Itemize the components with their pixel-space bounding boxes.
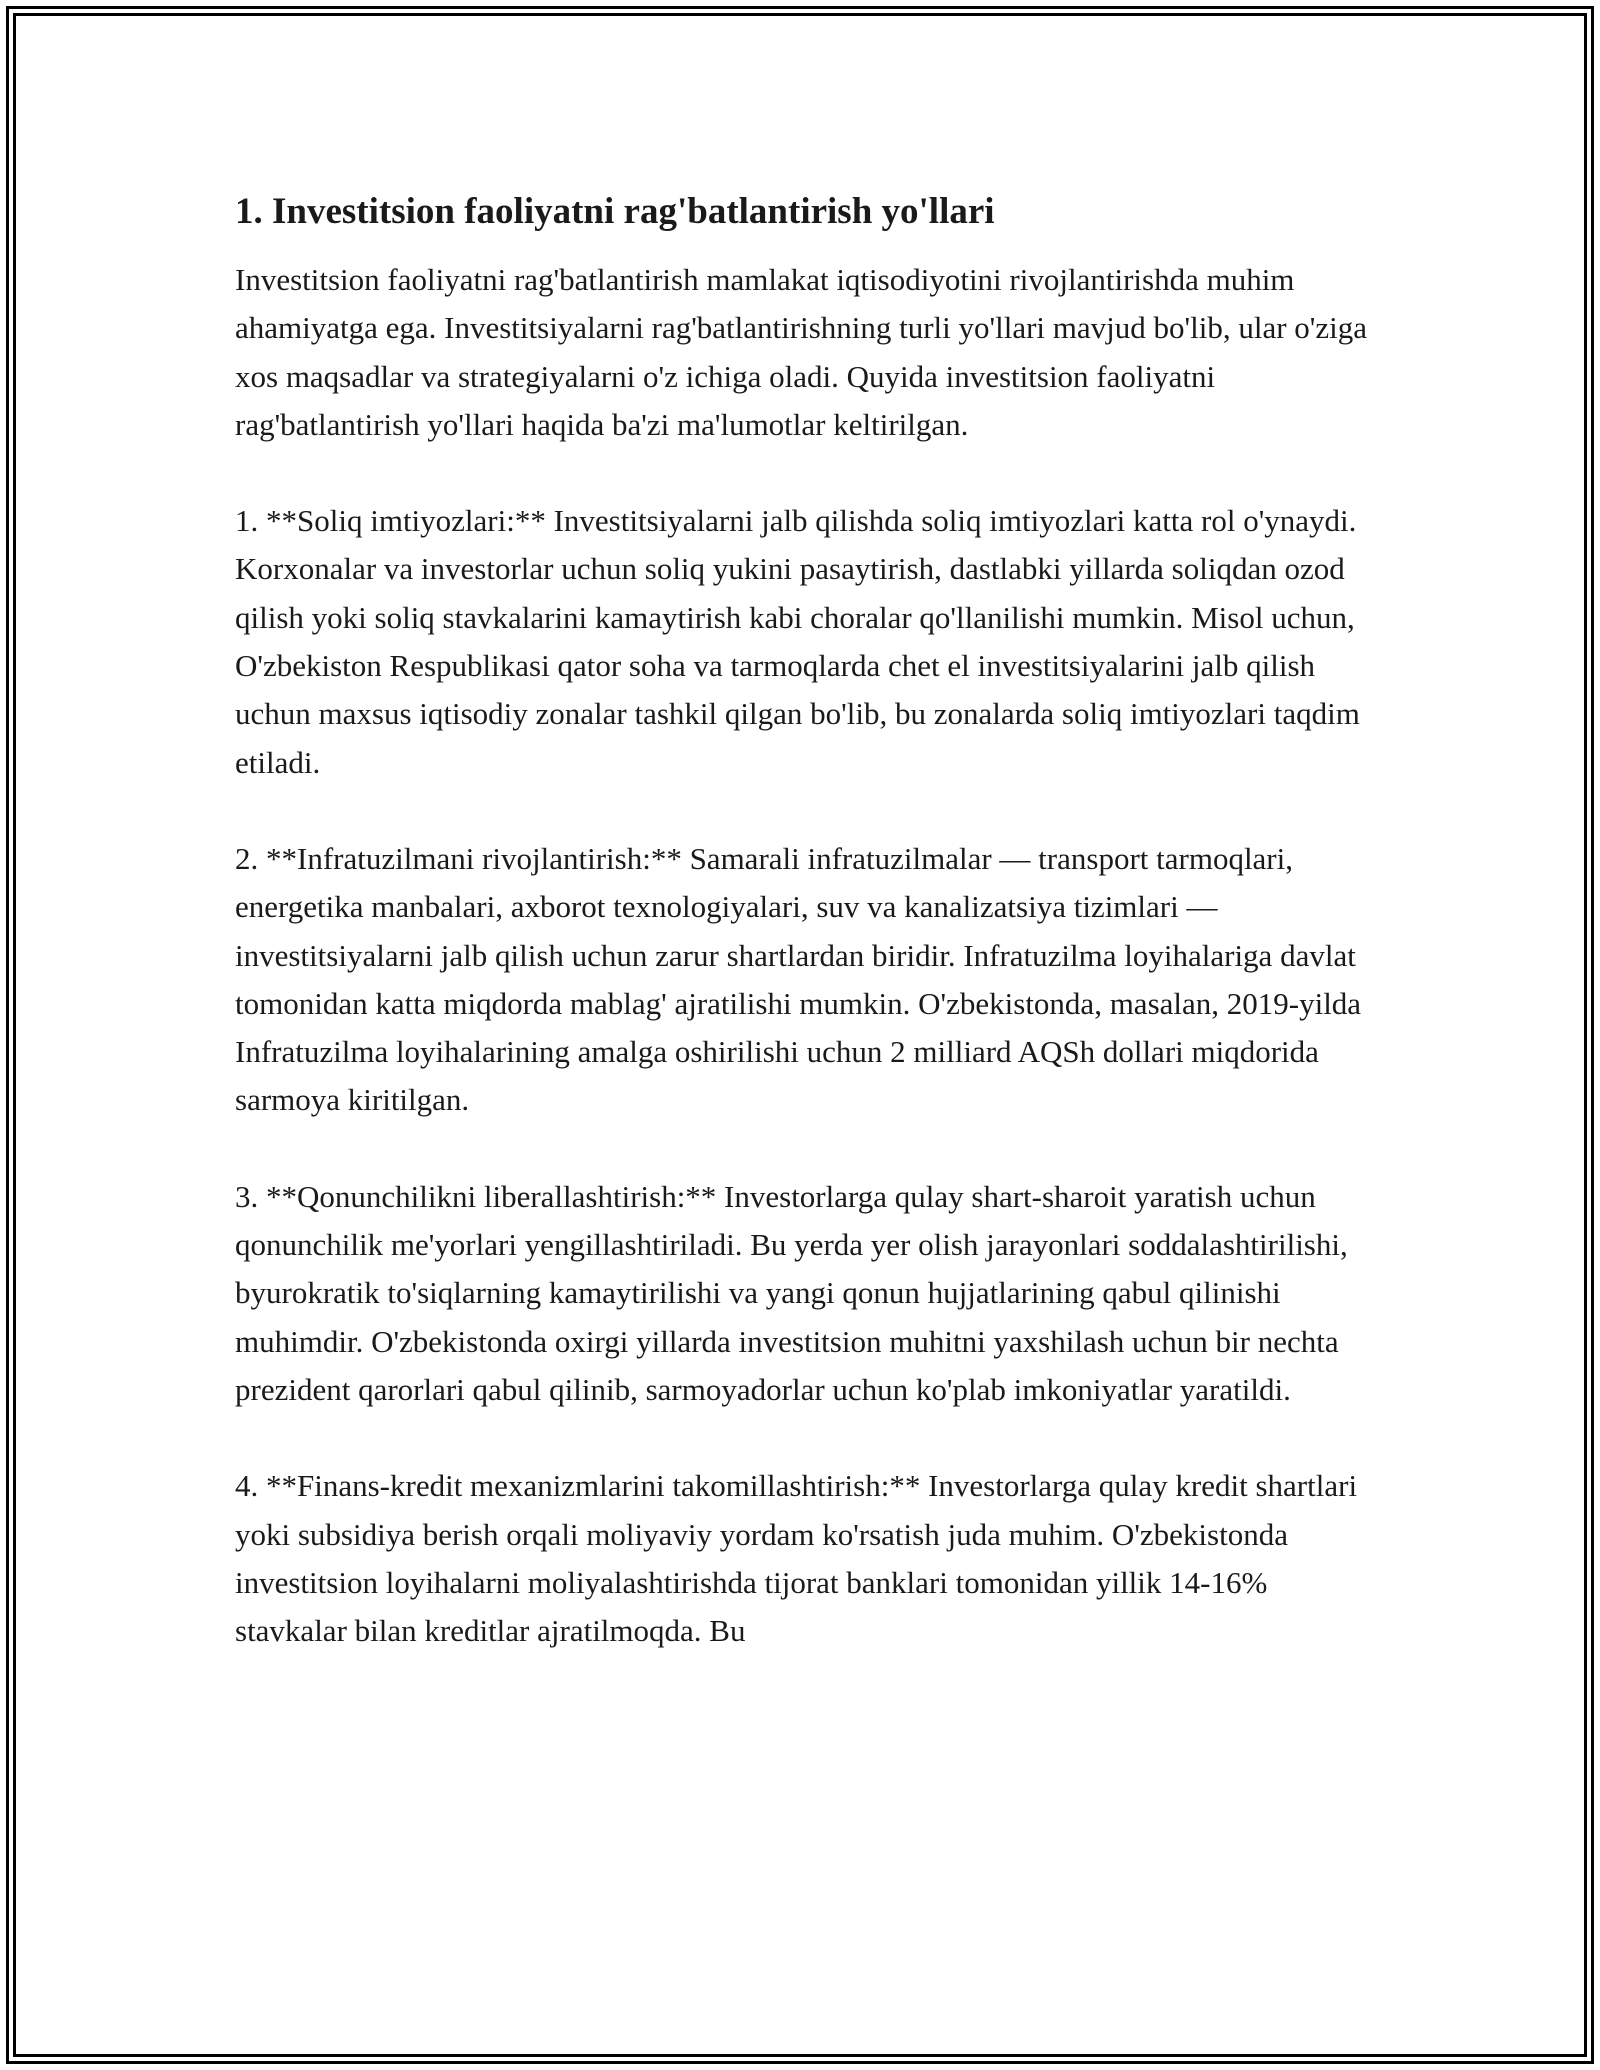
paragraph-tax-incentives: 1. **Soliq imtiyozlari:** Investitsiyalarni jalb qilishda soliq imtiyozlari katta rol o'ynaydi. Korxonalar va investorlar uchun soliq yukini pasaytirish, dastlabki yillarda soliqdan ozod qilish yoki soliq stavkalarini kamaytirish kabi choralar qo'llanilishi mumkin. Misol uchun, O'zbekiston Respublikasi qator soha va tarmoqlarda chet el investitsiyalarini jalb qilish uchun maxsus iqtisodiy zonalar tashkil qilgan bo'lib, bu zonalarda soliq imtiyozlari taqdim etiladi.	[235, 503, 1360, 780]
intro-paragraph: Investitsion faoliyatni rag'batlantirish mamlakat iqtisodiyotini rivojlantirishda muhim ahamiyatga ega. Investitsiyalarni rag'batlantirishning turli yo'llari mavjud bo'lib, ular o'ziga xos maqsadlar va strategiyalarni o'z ichiga oladi. Quyida investitsion faoliyatni rag'batlantirish yo'llari haqida ba'zi ma'lumotlar keltirilgan.	[235, 262, 1367, 442]
paragraph-infrastructure: 2. **Infratuzilmani rivojlantirish:** Samarali infratuzilmalar — transport tarmoqlari, energetika manbalari, axborot texnologiyalari, suv va kanalizatsiya tizimlari — investitsiyalarni jalb qilish uchun zarur shartlardan biridir. Infratuzilma loyihalariga davlat tomonidan katta miqdorda mablag' ajratilishi mumkin. O'zbekistonda, masalan, 2019-yilda Infratuzilma loyihalarining amalga oshirilishi uchun 2 milliard AQSh dollari miqdorida sarmoya kiritilgan.	[235, 840, 1362, 1118]
paragraph-legislation: 3. **Qonunchilikni liberallashtirish:** Investorlarga qulay shart-sharoit yaratish uchun qonunchilik me'yorlari yengillashtiriladi. Bu yerda yer olish jarayonlari soddalashtirilishi, byurokratik to'siqlarning kamaytirilishi va yangi qonun hujjatlarining qabul qilinishi muhimdir. O'zbekistonda oxirgi yillarda investitsion muhitni yaxshilash uchun bir nechta prezident qarorlari qabul qilinib, sarmoyadorlar uchun ko'plab imkoniyatlar yaratildi.	[235, 1178, 1348, 1407]
paragraph-finance-credit: 4. **Finans-kredit mexanizmlarini takomillashtirish:** Investorlarga qulay kredit shartlari yoki subsidiya berish orqali moliyaviy yordam ko'rsatish juda muhim. O'zbekistonda investitsion loyihalarni moliyalashtirishda tijorat banklari tomonidan yillik 14-16% stavkalar bilan kreditlar ajratilmoqda. Bu	[235, 1468, 1358, 1649]
section-heading: 1. Investitsion faoliyatni rag'batlantirish yo'llari	[235, 191, 995, 232]
document-body	[235, 186, 1375, 1655]
